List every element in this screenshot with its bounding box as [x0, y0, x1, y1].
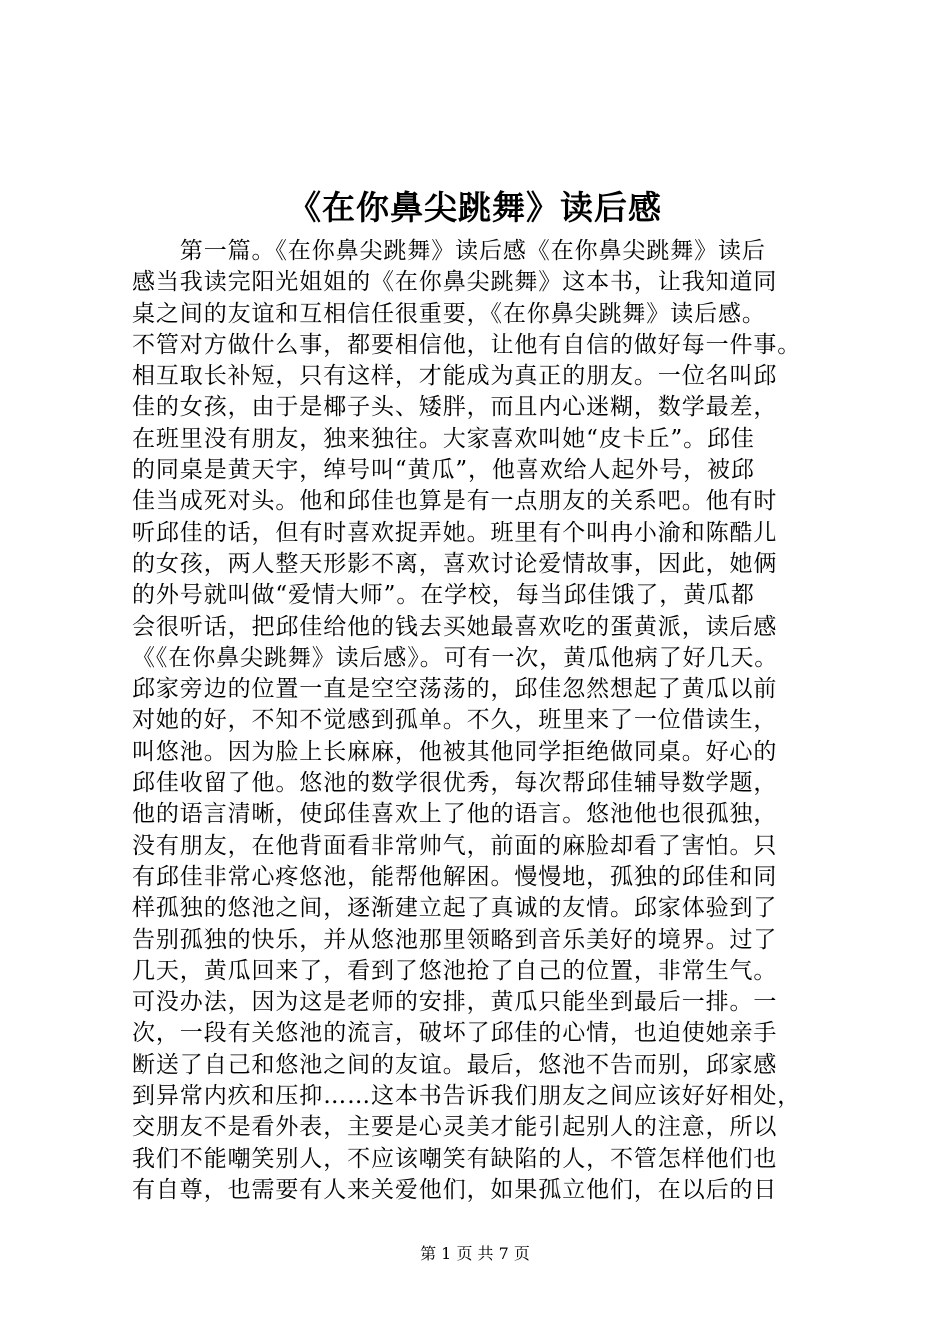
body-line: 会很听话，把邱佳给他的钱去买她最喜欢吃的蛋黄派，读后感	[132, 613, 778, 640]
body-line: 可没办法，因为这是老师的安排，黄瓜只能坐到最后一排。一	[132, 989, 778, 1016]
body-line: 感当我读完阳光姐姐的《在你鼻尖跳舞》这本书，让我知道同	[132, 269, 778, 296]
body-line: 相互取长补短，只有这样，才能成为真正的朋友。一位名叫邱	[132, 363, 778, 390]
body-line: 《《在你鼻尖跳舞》读后感》。可有一次，黄瓜他病了好几天。	[132, 644, 779, 671]
document-title: 《在你鼻尖跳舞》读后感	[288, 188, 662, 227]
body-line: 告别孤独的快乐，并从悠池那里领略到音乐美好的境界。过了	[132, 926, 778, 953]
body-line: 对她的好，不知不觉感到孤单。不久，班里来了一位借读生，	[132, 707, 778, 734]
body-line: 第一篇。《在你鼻尖跳舞》读后感《在你鼻尖跳舞》读后	[132, 238, 766, 264]
body-line: 我们不能嘲笑别人，不应该嘲笑有缺陷的人，不管怎样他们也	[132, 1145, 778, 1172]
body-line: 几天，黄瓜回来了，看到了悠池抢了自己的位置，非常生气。	[132, 957, 778, 984]
body-line: 断送了自己和悠池之间的友谊。最后，悠池不告而别，邱家感	[132, 1051, 778, 1078]
body-line: 交朋友不是看外表，主要是心灵美才能引起别人的注意，所以	[132, 1114, 778, 1141]
body-line: 他的语言清晰，使邱佳喜欢上了他的语言。悠池他也很孤独，	[132, 801, 778, 828]
body-line: 佳当成死对头。他和邱佳也算是有一点朋友的关系吧。他有时	[132, 488, 778, 515]
body-line: 邱家旁边的位置一直是空空荡荡的，邱佳忽然想起了黄瓜以前	[132, 676, 778, 703]
body-line: 没有朋友，在他背面看非常帅气，前面的麻脸却看了害怕。只	[132, 832, 778, 859]
body-line: 佳的女孩，由于是椰子头、矮胖，而且内心迷糊，数学最差，	[132, 394, 778, 421]
body-line: 次，一段有关悠池的流言，破坏了邱佳的心情，也迫使她亲手	[132, 1020, 778, 1047]
body-line: 有邱佳非常心疼悠池，能帮他解困。慢慢地，孤独的邱佳和同	[132, 863, 778, 890]
document-body	[132, 236, 847, 1206]
body-line: 有自尊，也需要有人来关爱他们，如果孤立他们，在以后的日	[132, 1176, 778, 1203]
body-line: 叫悠池。因为脸上长麻麻，他被其他同学拒绝做同桌。好心的	[132, 738, 778, 765]
body-line: 听邱佳的话，但有时喜欢捉弄她。班里有个叫冉小渝和陈酷儿	[132, 519, 778, 546]
body-line: 的同桌是黄天宇，绰号叫“黄瓜”，他喜欢给人起外号，被邱	[132, 457, 755, 484]
body-line: 不管对方做什么事，都要相信他，让他有自信的做好每一件事。	[132, 331, 802, 358]
page-number-footer: 第 1 页 共 7 页	[420, 1244, 530, 1263]
body-line: 到异常内疚和压抑……这本书告诉我们朋友之间应该好好相处，	[132, 1083, 802, 1110]
body-line: 样孤独的悠池之间，逐渐建立起了真诚的友情。邱家体验到了	[132, 895, 778, 922]
body-line: 邱佳收留了他。悠池的数学很优秀，每次帮邱佳辅导数学题，	[132, 770, 778, 797]
body-line: 在班里没有朋友，独来独往。大家喜欢叫她“皮卡丘”。邱佳	[132, 425, 755, 452]
body-line: 的女孩，两人整天形影不离，喜欢讨论爱情故事，因此，她俩	[132, 550, 778, 577]
body-line: 桌之间的友谊和互相信任很重要，《在你鼻尖跳舞》读后感。	[132, 300, 766, 327]
body-line: 的外号就叫做“爱情大师”。在学校，每当邱佳饿了，黄瓜都	[132, 582, 755, 609]
